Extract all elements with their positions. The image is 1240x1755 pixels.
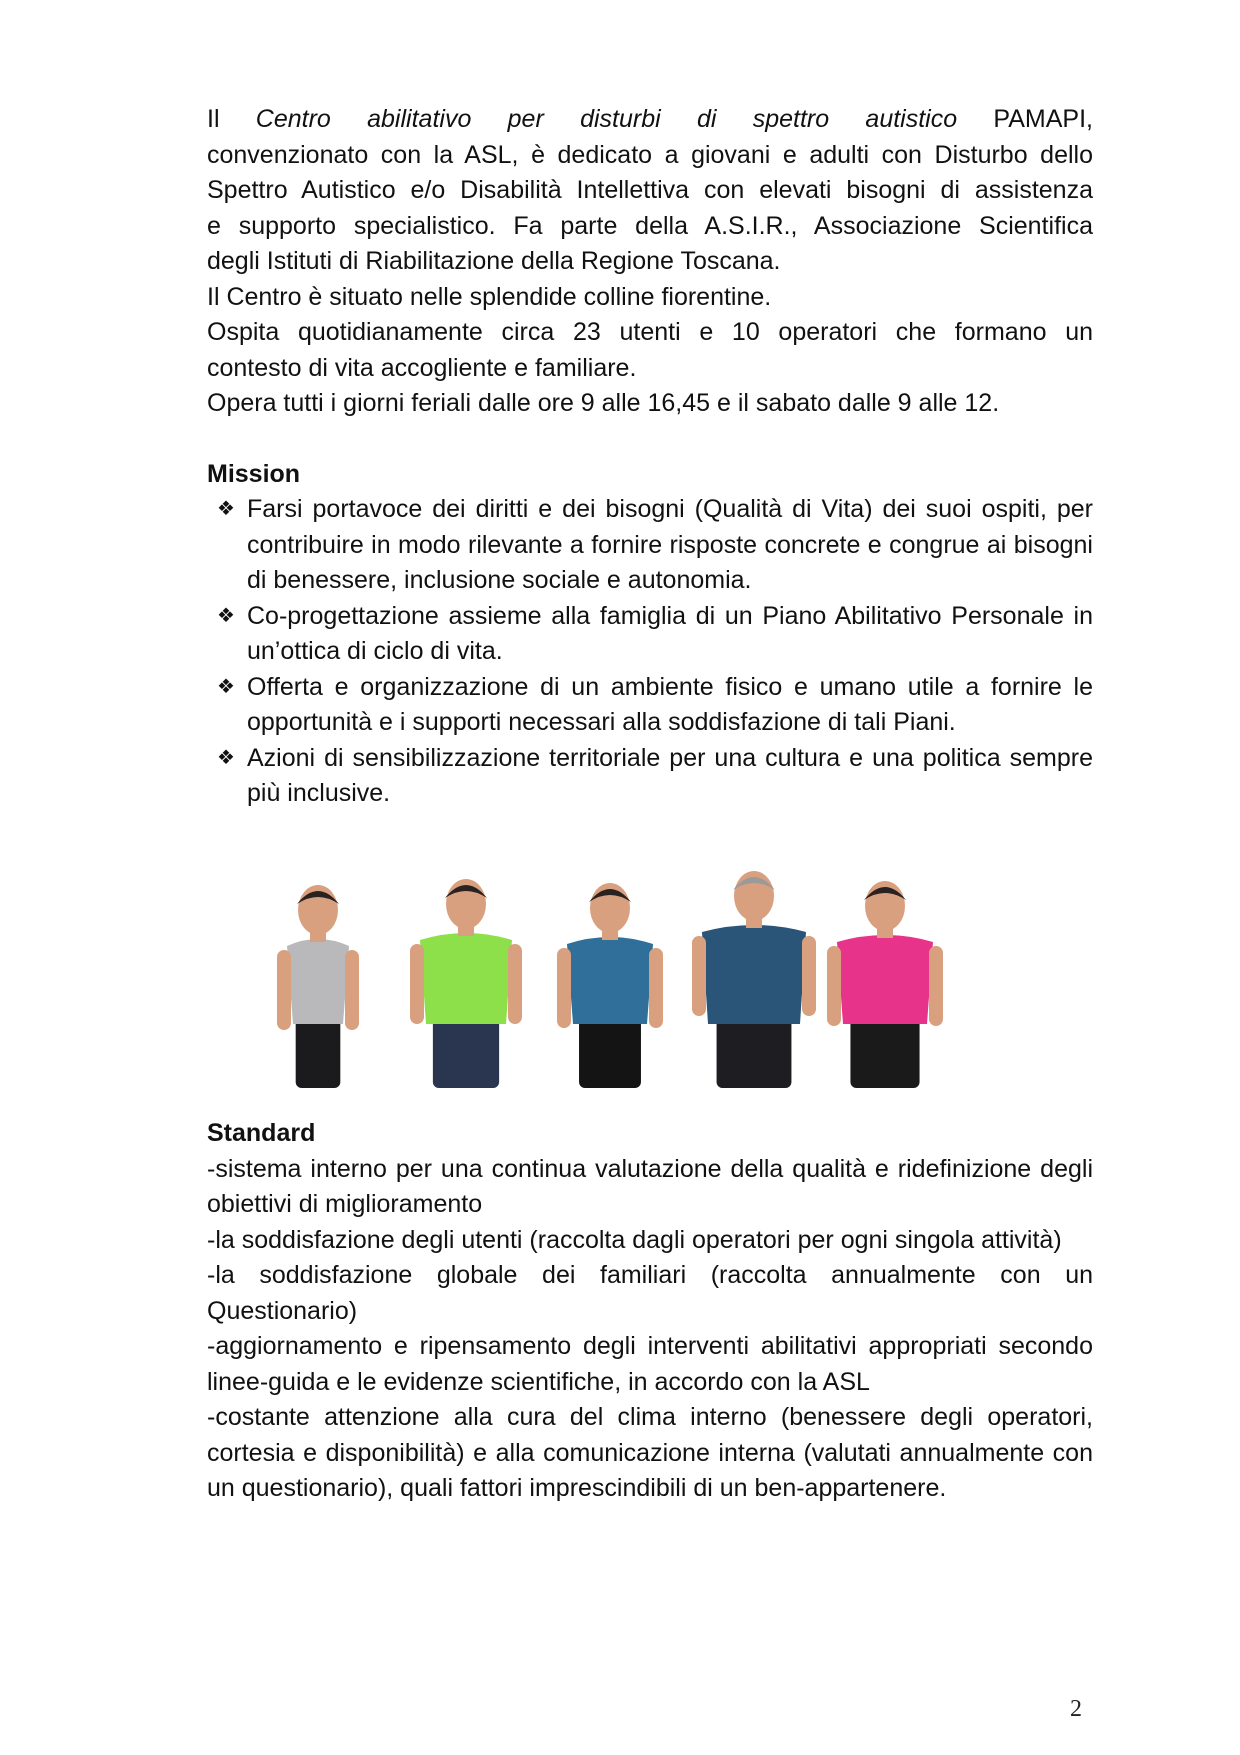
group-photo	[270, 862, 1050, 1088]
standard-item: -la soddisfazione globale dei familiari (raccolta annualmente con un Questionario)	[207, 1261, 1093, 1325]
mission-item	[207, 599, 1093, 670]
intro-paragraph	[207, 102, 1093, 280]
diamond-bullet-icon: ❖	[217, 675, 235, 698]
hosts-line-1: Ospita quotidianamente circa 23 utenti e 10 operatori che formano un	[207, 318, 1093, 346]
intro-line-4: e supporto specialistico. Fa parte della A.S.I.R., Associazione Scientifica	[207, 211, 1093, 240]
standard-heading: Standard	[207, 1119, 316, 1147]
intro-line-3: Spettro Autistico e/o Disabilità Intellettiva con elevati bisogni di assistenza	[207, 176, 1093, 204]
spacer	[207, 422, 1093, 457]
centre-name: Centro abilitativo per disturbi di spettro autistico	[255, 105, 958, 133]
page-number: 2	[1070, 1696, 1082, 1722]
mission-item-text: Farsi portavoce dei diritti e dei bisogni (Qualità di Vita) dei suoi ospiti, per contribuire in modo rilevante a fornire risposte concrete e congrue ai bisogni di benessere, inclusione sociale e autonomia.	[247, 495, 1093, 594]
hours-text: Opera tutti i giorni feriali dalle ore 9 alle 16,45 e il sabato dalle 9 alle 12.	[207, 389, 1000, 417]
hosts-line-2: contesto di vita accogliente e familiare.	[207, 353, 637, 382]
standard-item: -costante attenzione alla cura del clima interno (benessere degli operatori, cortesia e disponibilità) e alla comunicazione interna (valutati annualmente con un questionario), quali fattori imprescindibili di un ben-appartenere.	[207, 1403, 1093, 1502]
intro-line-5: degli Istituti di Riabilitazione della Regione Toscana.	[207, 247, 781, 275]
person-shirt	[702, 925, 806, 1024]
diamond-bullet-icon: ❖	[217, 498, 235, 520]
person-arm	[802, 936, 816, 1016]
standard-section	[207, 1116, 1093, 1507]
mission-item-text: Co-progettazione assieme alla famiglia di un Piano Abilitativo Personale in un’ottica di ciclo di vita.	[247, 601, 1093, 665]
mission-heading: Mission	[207, 459, 301, 488]
location-text: Il Centro è situato nelle splendide colline fiorentine.	[207, 282, 772, 311]
person-arm	[692, 936, 706, 1016]
person-shirt	[287, 939, 349, 1024]
person-shirt	[567, 937, 653, 1024]
mission-item-text: Offerta e organizzazione di un ambiente fisico e umano utile a fornire le opportunità e i supporti necessari alla soddisfazione di tali Piani.	[247, 672, 1093, 736]
person-arm	[410, 944, 424, 1024]
standard-item: -la soddisfazione degli utenti (raccolta dagli operatori per ogni singola attività)	[207, 1225, 1062, 1254]
person-shirt	[420, 933, 512, 1024]
mission-item-text: Azioni di sensibilizzazione territoriale per una cultura e una politica sempre più inclusive.	[247, 743, 1093, 807]
mission-item	[207, 741, 1093, 812]
centre-acronym: PAMAPI,	[957, 105, 1093, 133]
person-arm	[649, 948, 663, 1028]
person-arm	[557, 948, 571, 1028]
person-arm	[345, 950, 359, 1030]
hosts-paragraph	[207, 315, 1093, 386]
intro-line-1	[207, 102, 1093, 138]
standard-item: -sistema interno per una continua valutazione della qualità e ridefinizione degli obiettivi di miglioramento	[207, 1154, 1093, 1218]
mission-item	[207, 492, 1093, 599]
person-arm	[277, 950, 291, 1030]
intro-line-2: convenzionato con la ASL, è dedicato a giovani e adulti con Disturbo dello	[207, 140, 1093, 169]
standard-item: -aggiornamento e ripensamento degli interventi abilitativi appropriati secondo linee-guida e le evidenze scientifiche, in accordo con la ASL	[207, 1332, 1093, 1396]
person-arm	[929, 946, 943, 1026]
diamond-bullet-icon: ❖	[217, 604, 235, 627]
mission-item	[207, 670, 1093, 741]
person-arm	[508, 944, 522, 1024]
diamond-bullet-icon: ❖	[217, 746, 235, 769]
mission-list	[207, 492, 1093, 812]
person-arm	[827, 946, 841, 1026]
person-shirt	[837, 935, 933, 1024]
page-content	[207, 102, 1093, 812]
intro-prefix: Il	[207, 105, 256, 133]
